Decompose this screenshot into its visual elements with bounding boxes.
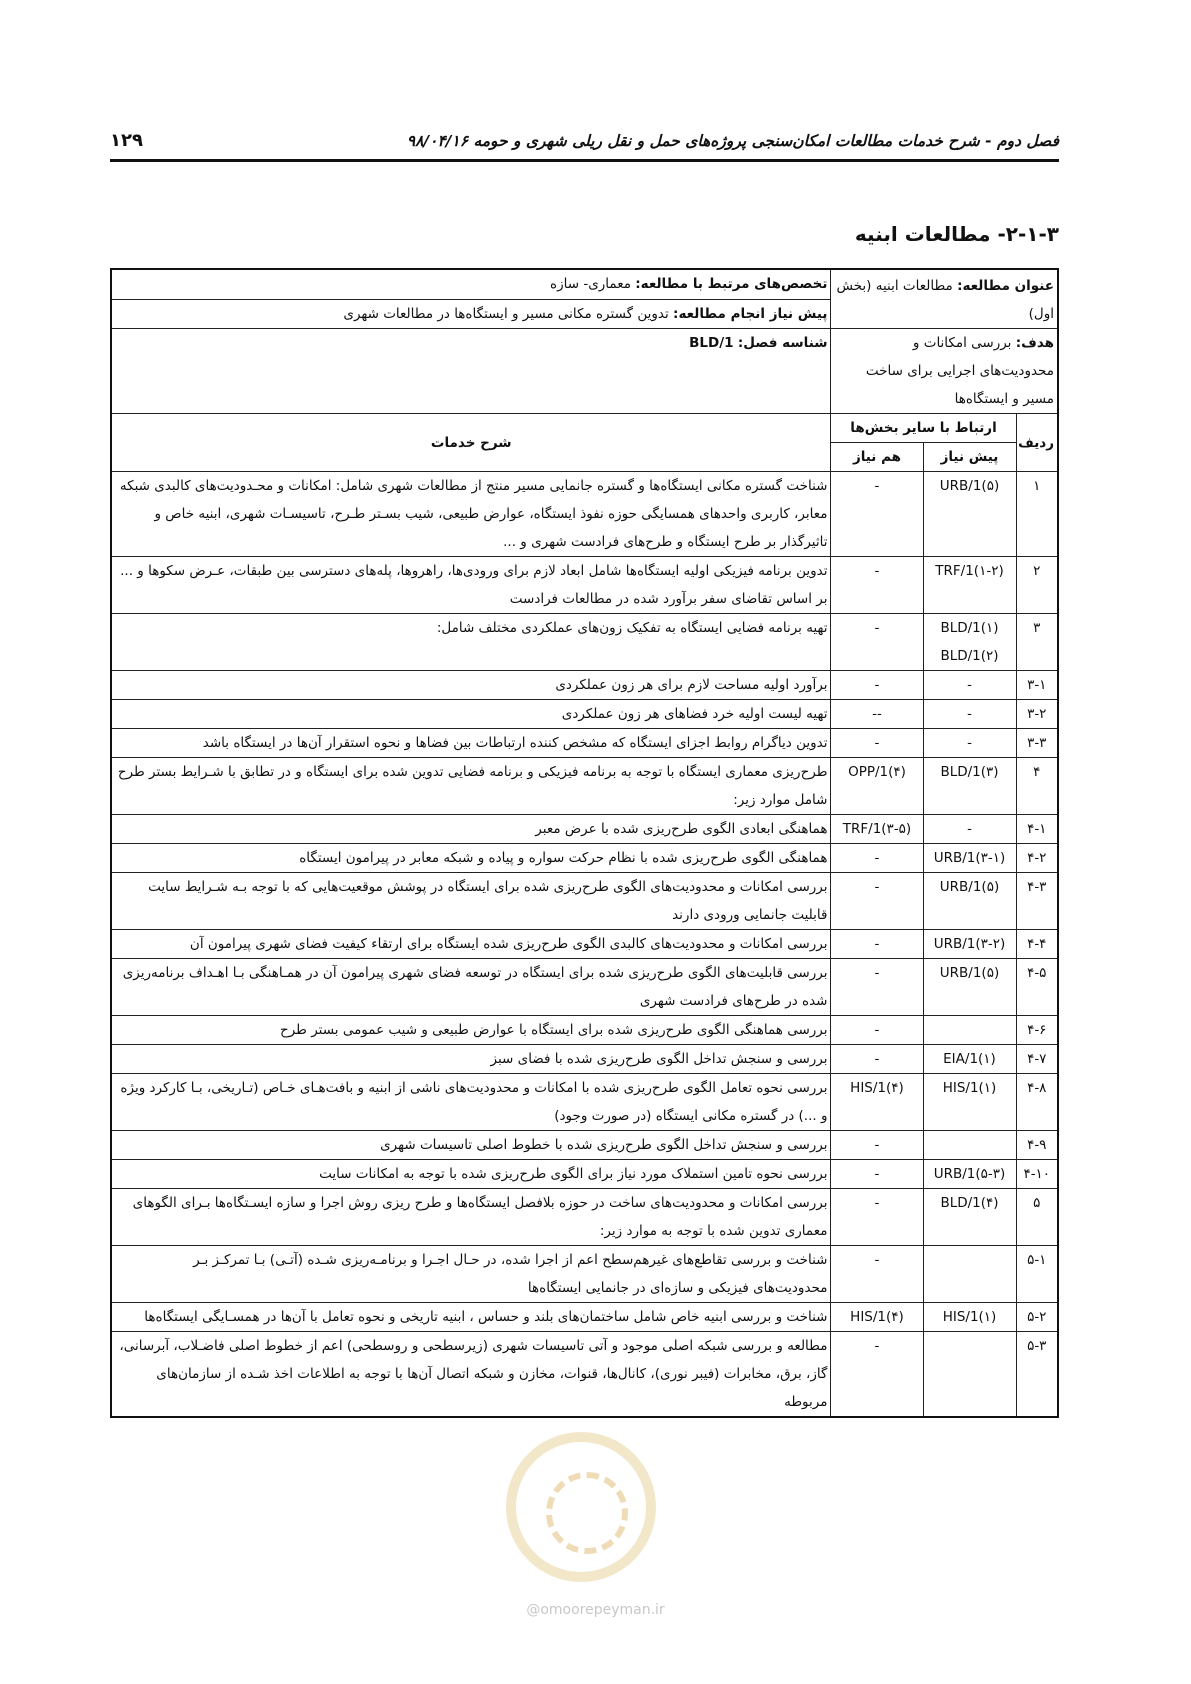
header-title: فصل دوم - شرح خدمات مطالعات امکان‌سنجی پروژه‌های حمل و نقل ریلی شهری و حومه ۹۸/۰۴/۱۶ (406, 132, 1059, 150)
row-number-cell: ۴-۶ (1016, 1016, 1058, 1045)
table-row (111, 729, 1058, 758)
prereq-cell: URB/1(۵) (923, 472, 1016, 557)
description-cell: شناخت و بررسی تقاطع‌های غیرهم‌سطح اعم از اجرا شده، در حـال اجـرا و برنامـه‌ریزی شـده (آتـی) بـا تمرکـز بـر محدودیت‌های فیزیکی و سازه‌ای در جانمایی ایستگاه‌ها (111, 1246, 831, 1303)
row-number-cell: ۵-۲ (1016, 1303, 1058, 1332)
description-cell: تهیه لیست اولیه خرد فضاهای هر زون عملکردی (111, 700, 831, 729)
row-number-cell: ۴-۱ (1016, 815, 1058, 844)
coreq-cell: - (831, 614, 923, 671)
col-description-header: شرح خدمات (111, 414, 831, 472)
row-number-cell: ۴-۷ (1016, 1045, 1058, 1074)
chapter-id-value: BLD/1 (689, 335, 734, 351)
row-number-cell: ۲ (1016, 557, 1058, 614)
col-coreq-header: هم نیاز (831, 443, 923, 472)
row-number-cell: ۴-۴ (1016, 930, 1058, 959)
row-number-cell: ۴ (1016, 758, 1058, 815)
table-row (111, 1303, 1058, 1332)
row-number-cell: ۴-۸ (1016, 1074, 1058, 1131)
table-row (111, 873, 1058, 930)
row-number-cell: ۱ (1016, 472, 1058, 557)
column-header-row-1 (111, 414, 1058, 443)
row-number-cell: ۴-۳ (1016, 873, 1058, 930)
prereq-cell: HIS/1(۱) (923, 1074, 1016, 1131)
coreq-cell: - (831, 729, 923, 758)
description-cell: هماهنگی ابعادی الگوی طرح‌ریزی شده با عرض معبر (111, 815, 831, 844)
description-cell: بررسی قابلیت‌های الگوی طرح‌ریزی شده برای ایستگاه در توسعه فضای شهری پیرامون آن در همـاهنگی بـا اهـداف برنامه‌ریزی شده در طرح‌های فرادست شهری (111, 959, 831, 1016)
table-row (111, 1246, 1058, 1303)
coreq-cell: - (831, 557, 923, 614)
page-number: ۱۲۹ (110, 130, 143, 151)
header-rule (110, 159, 1059, 162)
prereq-cell: URB/1(۵) (923, 959, 1016, 1016)
prereq-cell: - (923, 815, 1016, 844)
study-title-label: عنوان مطالعه: (957, 278, 1054, 294)
row-number-cell: ۴-۹ (1016, 1131, 1058, 1160)
description-cell: بررسی نحوه تعامل الگوی طرح‌ریزی شده با امکانات و محدودیت‌های ناشی از ابنیه و بافت‌هـای خـاص (تـاریخی، بـا کارکرد ویژه و ...) در گستره مکانی ایستگاه (در صورت وجود) (111, 1074, 831, 1131)
prereq-cell: - (923, 671, 1016, 700)
prereq-value: تدوین گستره مکانی مسیر و ایستگاه‌ها در مطالعات شهری (343, 305, 669, 322)
prereq-cell: BLD/1(۳) (923, 758, 1016, 815)
description-cell: بررسی امکانات و محدودیت‌های الگوی طرح‌ریزی شده برای ایستگاه در پوشش موقعیت‌هایی که با توجه بـه شـرایط سایت قابلیت جانمایی ورودی دارند (111, 873, 831, 930)
coreq-cell: - (831, 873, 923, 930)
description-cell: بررسی و سنجش تداخل الگوی طرح‌ریزی شده با خطوط اصلی تاسیسات شهری (111, 1131, 831, 1160)
table-row (111, 700, 1058, 729)
goal-label: هدف: (1015, 335, 1054, 351)
table-row (111, 959, 1058, 1016)
table-row (111, 844, 1058, 873)
description-cell: تدوین برنامه فیزیکی اولیه ایستگاه‌ها شامل ابعاد لازم برای ورودی‌ها، راهروها، پله‌های دسترسی بین طبقات، عـرض سکوها و ... بر اساس تقاضای سفر برآورد شده در مطالعات فرادست (111, 557, 831, 614)
table-row (111, 930, 1058, 959)
row-number-cell: ۳-۲ (1016, 700, 1058, 729)
prereq-cell: URB/1(۵-۳) (923, 1160, 1016, 1189)
table-row (111, 1131, 1058, 1160)
row-number-cell: ۵-۳ (1016, 1332, 1058, 1418)
prereq-cell: URB/1(۵) (923, 873, 1016, 930)
coreq-cell: HIS/1(۴) (831, 1074, 923, 1131)
study-title-value: مطالعات ابنیه (بخش اول) (836, 278, 1054, 322)
row-number-cell: ۳-۱ (1016, 671, 1058, 700)
prereq-cell: EIA/1(۱) (923, 1045, 1016, 1074)
table-row (111, 1332, 1058, 1418)
description-cell: بررسی نحوه تامین استملاک مورد نیاز برای الگوی طرح‌ریزی شده با توجه به امکانات سایت (111, 1160, 831, 1189)
coreq-cell: -- (831, 700, 923, 729)
description-cell: بررسی و سنجش تداخل الگوی طرح‌ریزی شده با فضای سبز (111, 1045, 831, 1074)
row-number-cell: ۳-۳ (1016, 729, 1058, 758)
row-number-cell: ۵-۱ (1016, 1246, 1058, 1303)
prereq-label: پیش نیاز انجام مطالعه: (673, 305, 828, 322)
coreq-cell: OPP/1(۴) (831, 758, 923, 815)
chapter-id-cell (111, 329, 831, 414)
table-row (111, 815, 1058, 844)
goal-value: بررسی امکانات و محدودیت‌های اجرایی برای ساخت مسیر و ایستگاه‌ها (865, 335, 1054, 407)
row-number-cell: ۴-۲ (1016, 844, 1058, 873)
prereq-cell: - (923, 729, 1016, 758)
prereq-cell: TRF/1(۱-۲) (923, 557, 1016, 614)
description-cell: بررسی امکانات و محدودیت‌های ساخت در حوزه بلافصل ایستگاه‌ها و طرح ریزی روش اجرا و سازه ایسـتگاه‌ها بـرای الگوهای معماری تدوین شده با توجه به موارد زیر: (111, 1189, 831, 1246)
chapter-id-label: شناسه فصل: (737, 335, 828, 351)
prereq-cell: BLD/1(۴) (923, 1189, 1016, 1246)
coreq-cell: - (831, 1189, 923, 1246)
col-row-number-header: ردیف (1016, 414, 1058, 472)
prereq-cell: URB/1(۳-۲) (923, 930, 1016, 959)
coreq-cell: - (831, 959, 923, 1016)
description-cell: برآورد اولیه مساحت لازم برای هر زون عملکردی (111, 671, 831, 700)
table-row (111, 1074, 1058, 1131)
coreq-cell: - (831, 1160, 923, 1189)
description-cell: بررسی هماهنگی الگوی طرح‌ریزی شده برای ایستگاه با عوارض طبیعی و شیب عمومی بستر طرح (111, 1016, 831, 1045)
prereq-cell (111, 299, 831, 329)
col-prereq-header: پیش نیاز (923, 443, 1016, 472)
page-header (110, 128, 1059, 162)
coreq-cell: - (831, 1045, 923, 1074)
description-cell: طرح‌ریزی معماری ایستگاه با توجه به برنامه فیزیکی و برنامه فضایی تدوین شده برای ایستگاه و در تطابق با شـرایط بستر طرح شامل موارد زیر: (111, 758, 831, 815)
prereq-cell (923, 1332, 1016, 1418)
specialties-label: تخصص‌های مرتبط با مطالعه: (635, 276, 828, 292)
coreq-cell: - (831, 1016, 923, 1045)
coreq-cell: - (831, 1246, 923, 1303)
table-row (111, 758, 1058, 815)
logo-stamp (506, 1432, 656, 1582)
services-table (110, 268, 1059, 1418)
row-number-cell: ۴-۵ (1016, 959, 1058, 1016)
row-number-cell: ۳ (1016, 614, 1058, 671)
goal-cell (831, 329, 1058, 414)
coreq-cell: - (831, 844, 923, 873)
table-row (111, 1189, 1058, 1246)
description-cell: شناخت گستره مکانی ایستگاه‌ها و گستره جانمایی مسیر منتج از مطالعات شهری شامل: امکانات و محـدودیت‌های کالبدی شبکه معابر، کاربری واحدهای همسایگی حوزه نفوذ ایستگاه، عوارض طبیعی، شیب بسـتر طـرح، تاسیسـات شهری، ابنیه خاص و تاثیرگذار بر طرح ایستگاه و طرح‌های فرادست شهری و ... (111, 472, 831, 557)
description-cell: تهیه برنامه فضایی ایستگاه به تفکیک زون‌های عملکردی مختلف شامل: (111, 614, 831, 671)
section-heading: ۲-۱-۳- مطالعات ابنیه (854, 222, 1059, 246)
coreq-cell: TRF/1(۳-۵) (831, 815, 923, 844)
table-row (111, 1016, 1058, 1045)
row-number-cell: ۴-۱۰ (1016, 1160, 1058, 1189)
coreq-cell: - (831, 1332, 923, 1418)
watermark-text: @omoorepeyman.ir (526, 1602, 665, 1618)
description-cell: هماهنگی الگوی طرح‌ریزی شده با نظام حرکت سواره و پیاده و شبکه معابر در پیرامون ایستگاه (111, 844, 831, 873)
table-row (111, 671, 1058, 700)
specialties-cell (111, 269, 831, 299)
coreq-cell: - (831, 1131, 923, 1160)
prereq-cell: URB/1(۳-۱) (923, 844, 1016, 873)
study-title-cell (831, 269, 1058, 329)
table-row (111, 557, 1058, 614)
description-cell: شناخت و بررسی ابنیه خاص شامل ساختمان‌های بلند و حساس ، ابنیه تاریخی و نحوه تعامل با آن‌ها در همسـایگی ایستگاه‌ها (111, 1303, 831, 1332)
description-cell: تدوین دیاگرام روابط اجزای ایستگاه که مشخص کننده ارتباطات بین فضاها و نحوه استقرار آن‌ها در ایستگاه باشد (111, 729, 831, 758)
specialties-value: معماری- سازه (550, 276, 631, 292)
table-row (111, 472, 1058, 557)
coreq-cell: - (831, 930, 923, 959)
prereq-cell: - (923, 700, 1016, 729)
coreq-cell: HIS/1(۴) (831, 1303, 923, 1332)
table-row (111, 614, 1058, 671)
prereq-cell (923, 1246, 1016, 1303)
coreq-cell: - (831, 671, 923, 700)
row-number-cell: ۵ (1016, 1189, 1058, 1246)
prereq-cell (923, 1016, 1016, 1045)
info-row-3 (111, 329, 1058, 414)
table-row (111, 1160, 1058, 1189)
description-cell: مطالعه و بررسی شبکه اصلی موجود و آتی تاسیسات شهری (زیرسطحی و روسطحی) اعم از خطوط اصلی فاضـلاب، آبرسانی، گاز، برق، مخابرات (فیبر نوری)، کانال‌ها، قنوات، مخازن و شبکه اتصال آن‌ها با توجه به اطلاعات اخذ شـده از سازمان‌های مربوطه (111, 1332, 831, 1418)
coreq-cell: - (831, 472, 923, 557)
prereq-cell (923, 1131, 1016, 1160)
prereq-cell: HIS/1(۱) (923, 1303, 1016, 1332)
table-row (111, 1045, 1058, 1074)
prereq-cell: BLD/1(۱) BLD/1(۲) (923, 614, 1016, 671)
col-relation-header: ارتباط با سایر بخش‌ها (831, 414, 1016, 443)
description-cell: بررسی امکانات و محدودیت‌های کالبدی الگوی طرح‌ریزی شده ایستگاه برای ارتقاء کیفیت فضای شهری پیرامون آن (111, 930, 831, 959)
info-row-1 (111, 269, 1058, 299)
